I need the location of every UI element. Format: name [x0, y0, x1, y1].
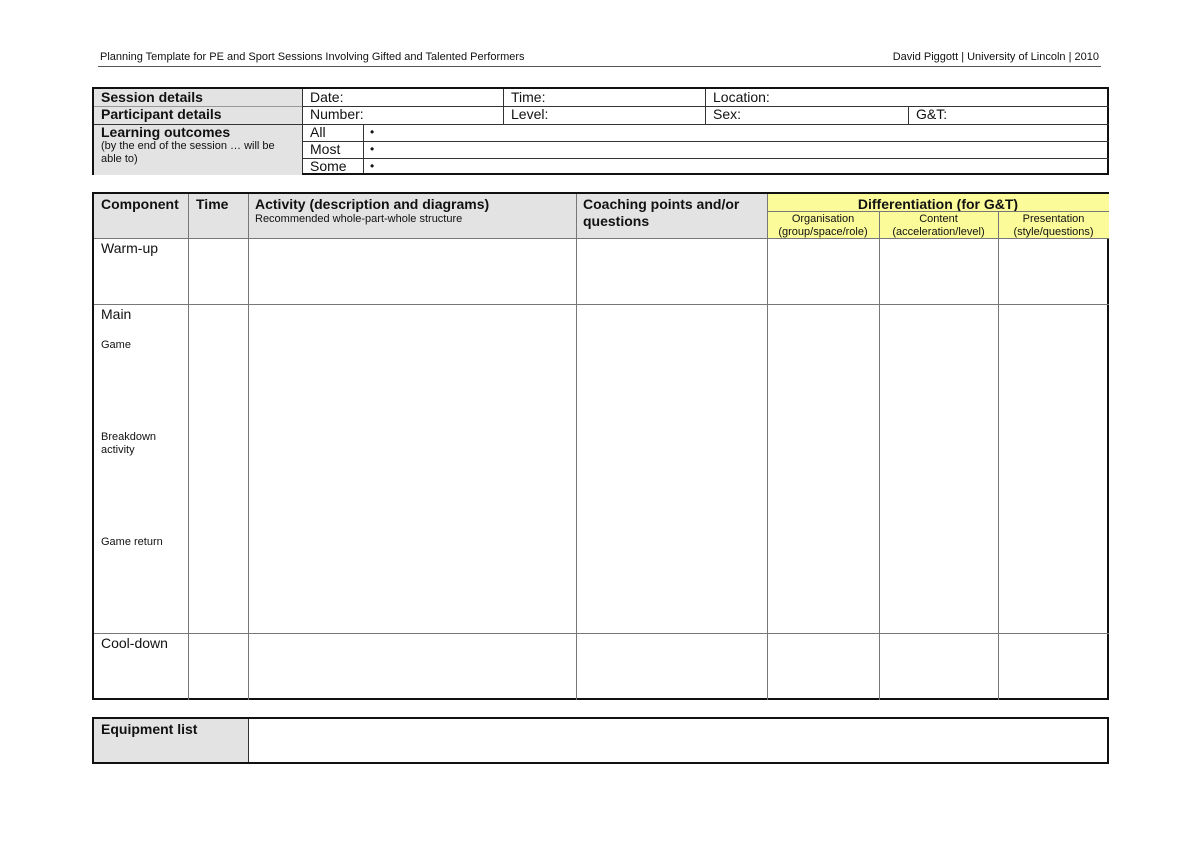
col-activity-subheader: Recommended whole-part-whole structure	[255, 213, 463, 225]
equipment-list-field[interactable]	[249, 719, 1107, 762]
grid-line	[363, 124, 364, 173]
level-field[interactable]: Level:	[511, 106, 549, 122]
session-details-table	[92, 87, 1109, 175]
grid-line	[767, 211, 1109, 212]
grid-line	[302, 106, 1109, 107]
grid-line	[302, 158, 1109, 159]
equipment-label-cell	[94, 719, 248, 762]
grid-line	[94, 124, 1109, 125]
session-details-label: Session details	[94, 89, 302, 106]
outcome-all-label: All	[310, 124, 326, 140]
grid-line	[302, 89, 303, 173]
main-row-cells[interactable]	[189, 305, 1109, 633]
row-main-label: Main	[101, 306, 132, 322]
outcome-most-label: Most	[310, 141, 341, 157]
diff-content-line1: Content	[919, 213, 958, 225]
time-field[interactable]: Time:	[511, 89, 546, 105]
diff-presentation-header	[998, 213, 1109, 239]
participant-details-label: Participant details	[94, 106, 302, 124]
diff-presentation-line1: Presentation	[1022, 213, 1085, 225]
outcome-all-bullet[interactable]: •	[370, 125, 375, 139]
col-time-header: Time	[196, 196, 229, 212]
grid-line	[302, 141, 1109, 142]
row-cooldown-label: Cool-down	[101, 635, 168, 651]
warmup-row-cells[interactable]	[189, 239, 1109, 304]
diff-content-header	[879, 213, 998, 239]
outcome-most-bullet[interactable]: •	[370, 142, 375, 156]
row-game-return-label: Game return	[101, 536, 163, 548]
document-author: David Piggott | University of Lincoln | 2010	[892, 51, 1099, 63]
number-field[interactable]: Number:	[310, 106, 364, 122]
diff-organisation-line1: Organisation	[791, 213, 855, 225]
outcome-some-label: Some	[310, 158, 347, 174]
col-coaching-header-line1: Coaching points and/or	[583, 196, 740, 212]
diff-presentation-line2: (style/questions)	[1013, 226, 1094, 238]
col-differentiation-header: Differentiation (for G&T)	[857, 196, 1019, 212]
grid-line	[94, 106, 302, 107]
sex-field[interactable]: Sex:	[713, 106, 742, 122]
gt-field[interactable]: G&T:	[916, 106, 948, 122]
learning-outcomes-cell	[94, 124, 302, 175]
date-field[interactable]: Date:	[310, 89, 344, 105]
diff-organisation-header	[767, 213, 879, 239]
diff-organisation-line2: (group/space/role)	[778, 226, 868, 238]
header-rule	[98, 66, 1101, 67]
cooldown-row-cells[interactable]	[189, 634, 1109, 700]
row-breakdown-label-line2: activity	[101, 444, 135, 456]
col-activity-header: Activity (description and diagrams)	[255, 196, 490, 212]
equipment-table	[92, 717, 1109, 764]
row-breakdown-label-line1: Breakdown	[101, 431, 157, 443]
planning-table	[92, 192, 1109, 700]
location-field[interactable]: Location:	[713, 89, 770, 105]
equipment-label: Equipment list	[101, 721, 198, 737]
diff-content-line2: (acceleration/level)	[892, 226, 985, 238]
col-coaching-header-line2: questions	[583, 213, 650, 229]
outcome-some-bullet[interactable]: •	[370, 159, 375, 173]
row-warmup-label: Warm-up	[101, 240, 159, 256]
document-title: Planning Template for PE and Sport Sessions Involving Gifted and Talented Performers	[100, 51, 525, 63]
row-game-label: Game	[101, 339, 131, 351]
col-component-header: Component	[101, 196, 179, 212]
grid-line	[908, 106, 909, 124]
learning-outcomes-note: (by the end of the session … will be able to)	[101, 140, 275, 165]
learning-outcomes-label: Learning outcomes	[101, 124, 231, 140]
